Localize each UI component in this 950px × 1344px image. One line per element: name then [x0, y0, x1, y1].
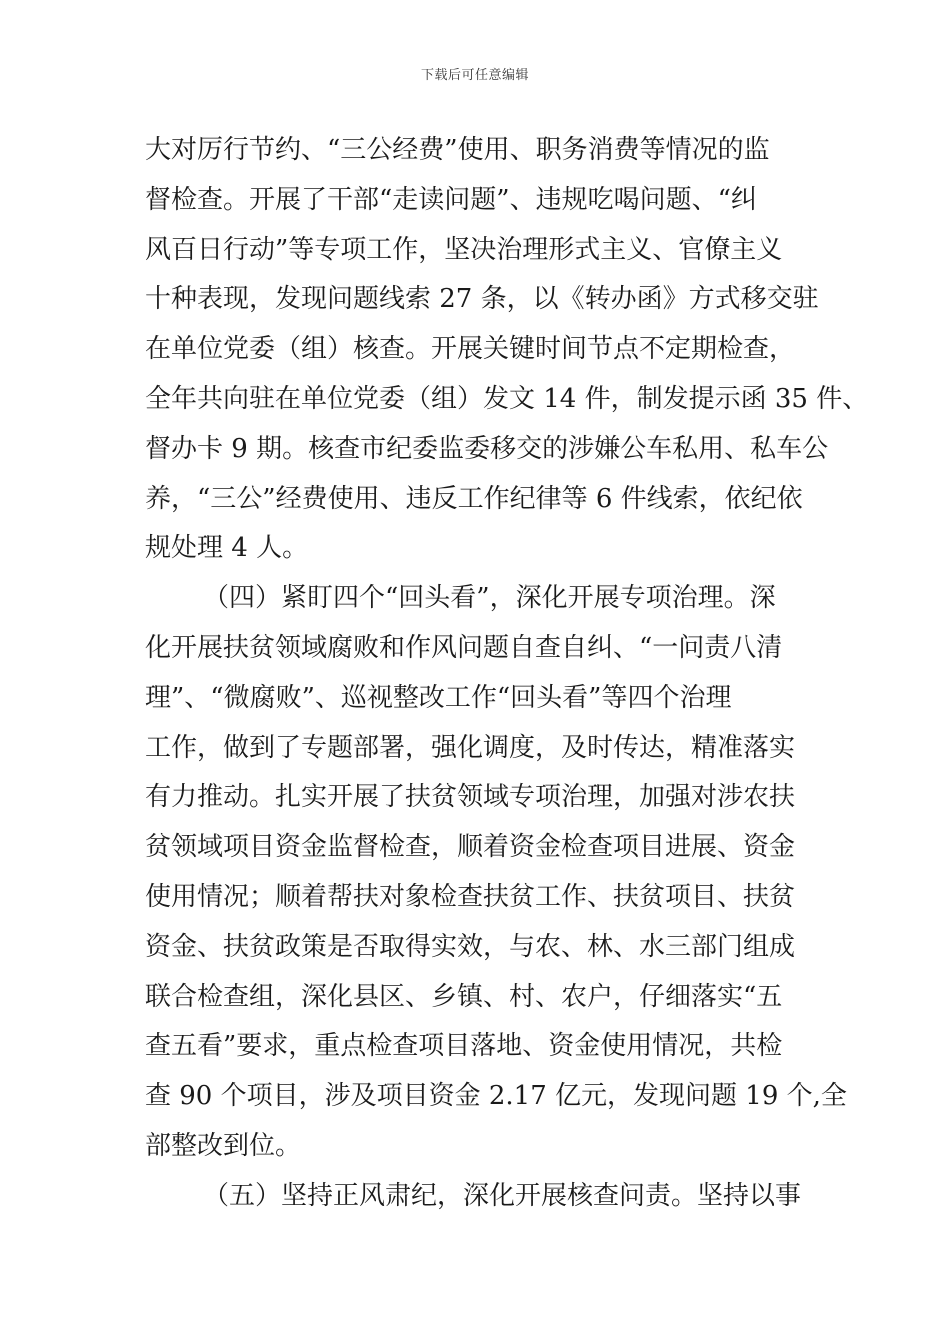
page-header-note: 下载后可任意编辑	[420, 68, 529, 83]
body-line: 查 90 个项目，涉及项目资金 2.17 亿元，发现问题 19 个,全	[145, 1081, 847, 1112]
document-body	[145, 126, 869, 1222]
body-line: 部整改到位。	[145, 1130, 302, 1161]
section-heading-line: （四）紧盯四个“回头看”，深化开展专项治理。深	[203, 583, 776, 614]
body-line: 督办卡 9 期。核查市纪委监委移交的涉嫌公车私用、私车公	[145, 433, 829, 464]
section-heading-line: （五）坚持正风肃纪，深化开展核查问责。坚持以事	[203, 1180, 802, 1211]
body-line: 督检查。开展了干部“走读问题”、违规吃喝问题、“纠	[145, 184, 757, 215]
body-line: 使用情况；顺着帮扶对象检查扶贫工作、扶贫项目、扶贫	[145, 881, 796, 912]
body-line: 全年共向驻在单位党委（组）发文 14 件，制发提示函 35 件、	[145, 383, 869, 414]
body-line: 规处理 4 人。	[145, 533, 309, 564]
body-line: 贫领域项目资金监督检查，顺着资金检查项目进展、资金	[145, 832, 796, 863]
body-line: 养，“三公”经费使用、违反工作纪律等 6 件线索，依纪依	[145, 483, 803, 514]
body-line: 在单位党委（组）核查。开展关键时间节点不定期检查，	[145, 334, 796, 365]
body-line: 联合检查组，深化县区、乡镇、村、农户，仔细落实“五	[145, 981, 783, 1012]
body-line: 资金、扶贫政策是否取得实效，与农、林、水三部门组成	[145, 931, 796, 962]
body-line: 理”、“微腐败”、巡视整改工作“回头看”等四个治理	[145, 682, 732, 713]
body-line: 有力推动。扎实开展了扶贫领域专项治理，加强对涉农扶	[145, 782, 796, 813]
body-line: 化开展扶贫领域腐败和作风问题自查自纠、“一问责八清	[145, 632, 783, 663]
body-line: 十种表现，发现问题线索 27 条，以《转办函》方式移交驻	[145, 284, 819, 315]
body-line: 风百日行动”等专项工作，坚决治理形式主义、官僚主义	[145, 234, 783, 265]
body-line: 大对厉行节约、“三公经费”使用、职务消费等情况的监	[145, 135, 770, 165]
body-line: 查五看”要求，重点检查项目落地、资金使用情况，共检	[145, 1031, 783, 1062]
body-line: 工作，做到了专题部署，强化调度，及时传达，精准落实	[145, 732, 796, 763]
